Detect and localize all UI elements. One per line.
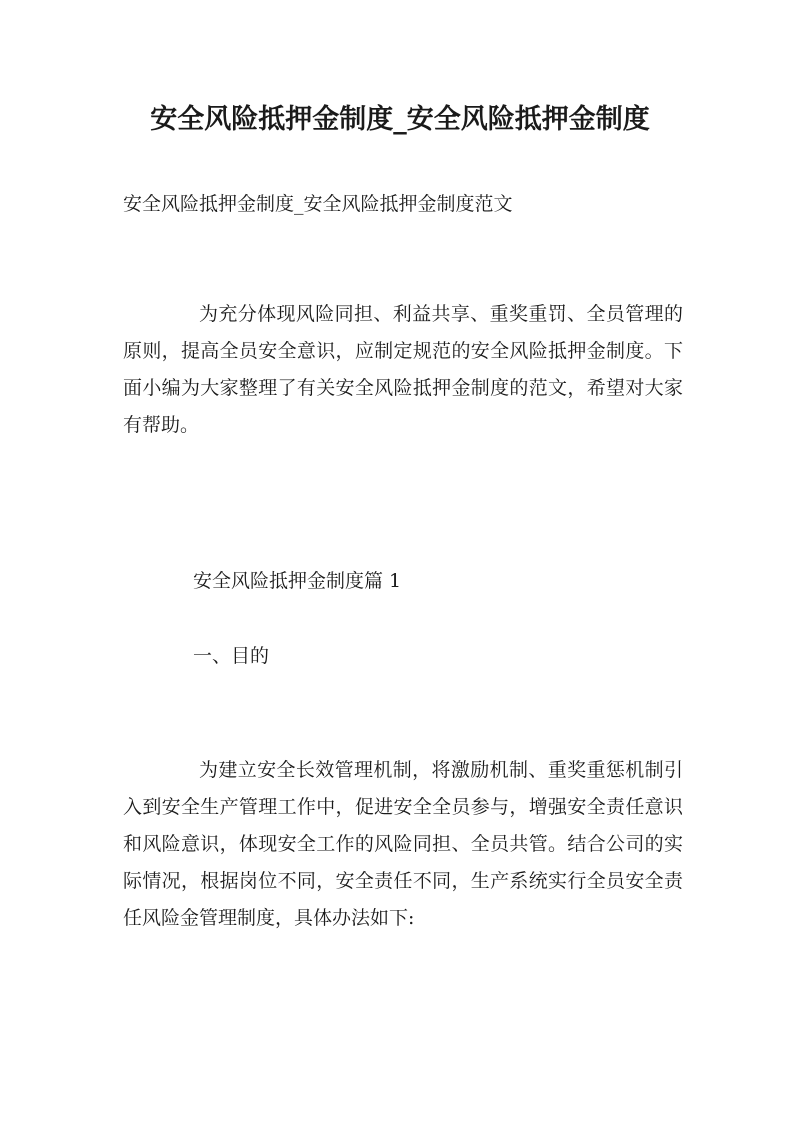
document-title: 安全风险抵押金制度_安全风险抵押金制度 [150, 104, 650, 135]
section-heading: 安全风险抵押金制度篇 1 [193, 570, 402, 592]
intro-paragraph: 为充分体现风险同担、利益共享、重奖重罚、全员管理的原则，提高全员安全意识，应制定规范的安全风险抵押金制度。下面小编为大家整理了有关安全风险抵押金制度的范文，希望对大家有帮助。 [123, 303, 683, 436]
body-paragraph: 为建立安全长效管理机制，将激励机制、重奖重惩机制引入到安全生产管理工作中，促进安全全员参与，增强安全责任意识和风险意识，体现安全工作的风险同担、全员共管。结合公司的实际情况，根据岗位不同，安全责任不同，生产系统实行全员安全责任风险金管理制度，具体办法如下: [123, 759, 683, 929]
subsection-heading: 一、目的 [193, 645, 270, 667]
document-subtitle: 安全风险抵押金制度_安全风险抵押金制度范文 [123, 193, 513, 215]
